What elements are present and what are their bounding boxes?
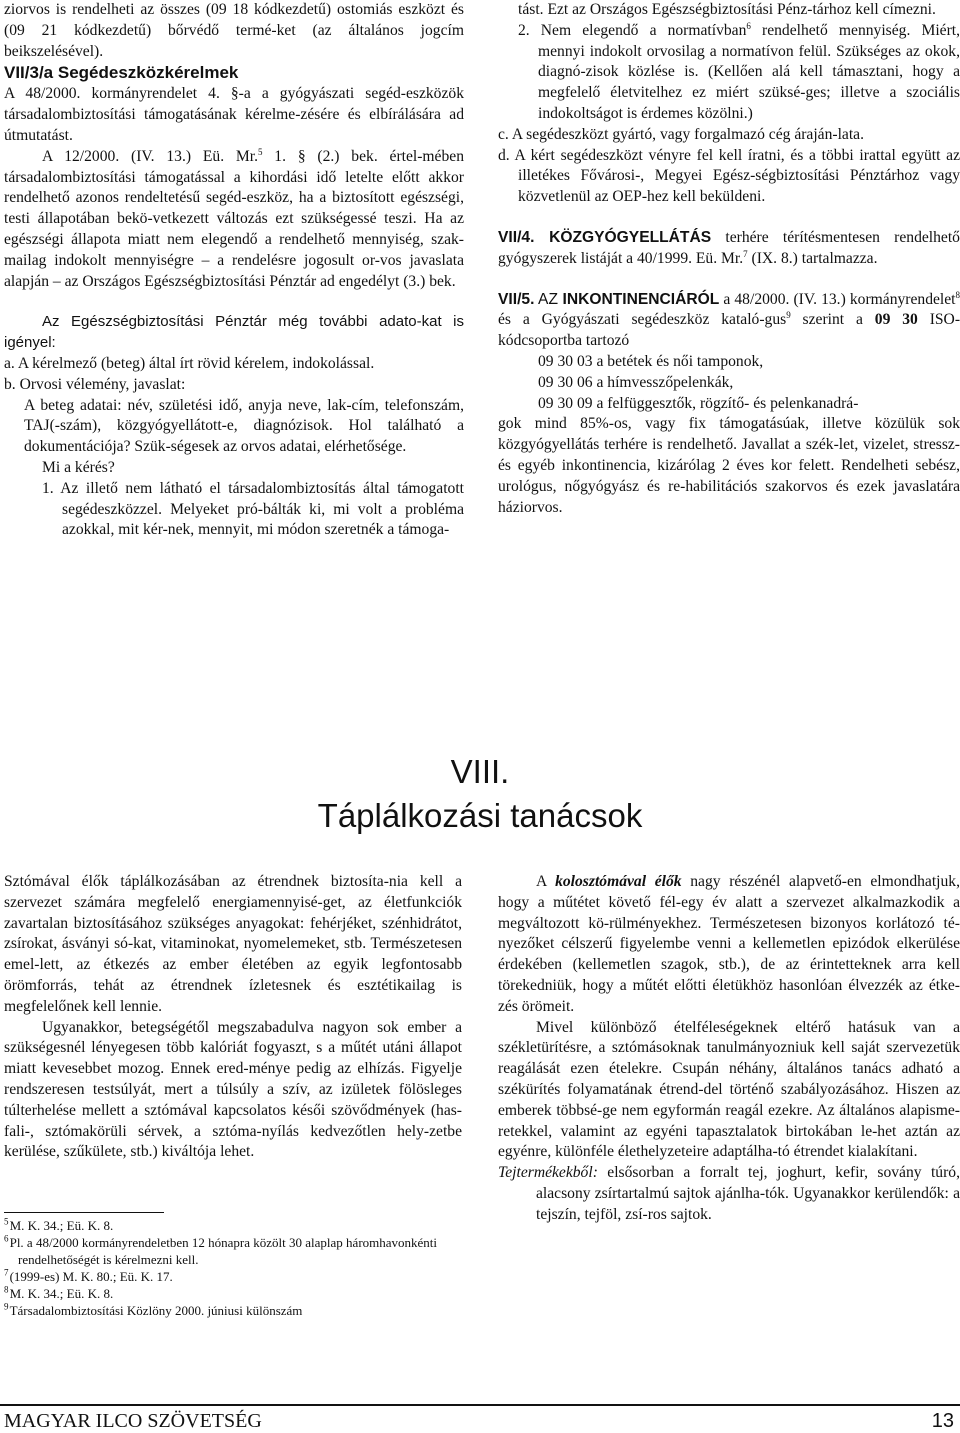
- footnote-rule: [4, 1212, 164, 1213]
- text-fragment: A 12/2000. (IV. 13.) Eü. Mr.: [42, 147, 258, 165]
- footnote-9: [4, 1302, 464, 1319]
- text-fragment: elsősorban a forralt tej, joghurt, kefir, sovány túró, alacsony zsírtartalmú sajtok ajánlha-tók. Ugyanakkor kerülendők: a tejszín, tejföl, zsí-ros sajtok.: [536, 1164, 960, 1223]
- text-fragment: nagy részénél alapvető-en elmondhatjuk, hogy a műtétet követő fél-egy év alatt a szervezet alkalmazkodik a megváltozott kö-rülményekhez. Természetesen bizonyos korlátozó té-nyezőket célszerű figyelembe venni a kellemetlen epizódok elkerülése érdekében (kellemetlen szagok, stb.), de az érintetteknek arra kell törekedniük, hogy a műtét előtti életükhöz hasonlóan élvezzék az étke-zés örömeit.: [498, 873, 960, 1015]
- chapter-number: VIII.: [450, 753, 510, 790]
- paragraph-dairy: [498, 1163, 960, 1225]
- footnote-7: [4, 1268, 464, 1285]
- list-item-b-text: A beteg adatai: név, születési idő, anyja neve, lak-cím, telefonszám, TAJ(-szám), közgyógyellátott-e, diagnózisok. Hol található a dokumentációja? Szük-ségesek az orvos adatai, elérhetősége.: [24, 396, 464, 456]
- paragraph-pénztár: Az Egészségbiztosítási Pénztár még további adato-kat is igényel:: [4, 313, 464, 352]
- list-item-b-question: Mi a kérés?: [42, 458, 115, 476]
- list-item-c: c. A segédeszközt gyártó, vagy forgalmazó cég áraján-lata.: [498, 125, 865, 143]
- section-heading-vii4: VII/4. KÖZGYÓGYELLÁTÁS: [498, 228, 712, 246]
- code-item-3: 09 30 09 a felfüggesztők, rögzítő- és pelenkanadrá-: [538, 394, 859, 412]
- continuation-paragraph: tást. Ezt az Országos Egészségbiztosítási Pénz-tárhoz kell címezni.: [518, 1, 936, 18]
- section-heading-vii5: VII/5.: [498, 290, 535, 308]
- text-fragment: ISO-kódcsoportba tartozó: [498, 311, 960, 350]
- code-item-2: 09 30 06 a hímvesszőpelenkák,: [538, 373, 734, 391]
- text-fragment: AZ: [534, 290, 563, 308]
- footnote-text: (1999-es) M. K. 80.; Eü. K. 17.: [9, 1269, 173, 1284]
- top-right-column: [498, 0, 960, 518]
- footnotes: [4, 1212, 464, 1319]
- paragraph-weight: Ugyanakkor, betegségétől megszabadulva nagyon sok ember a szükségesnél lényegesen több kalóriát fogyaszt, s a műtét utáni állapot miatt kevesebbet mozog. Ennek ered-ménye pedig az elhízás. Figyelje rendszeresen testsúlyát, mert a túlsúly a szív, az izületek fölösleges túlterhelése mellett a sztómával kapcsolatos késői szövődmények (has-fali-, sztómakörüli sérvek, a sztóma-nyílás kedvezőtlen hely-zetbe kerülése, szűkülete, stb.) kiváltója lehet.: [4, 1018, 462, 1161]
- list-item-b: b. Orvosi vélemény, javaslat:: [4, 375, 186, 393]
- intro-paragraph: ziorvos is rendelheti az összes (09 18 kódkezdetű) ostomiás eszközt és (09 21 kódkezdetű) bőrvédő termé-ket (az általános jogcím beikszelésével).: [4, 1, 464, 60]
- footnote-ref: 5: [258, 146, 263, 157]
- footnote-ref: 8: [955, 289, 960, 300]
- text-fragment: rendelhető mennyiség. Miért, mennyi indokolt orvosilag a normatívon felül. Szükséges az okok, diagnó-zisok közlése is. (Kellően alá kell támasztani, hogy a megfelelő életvitelhez ez miért szüksé-ges; illetve a szociális indokoltságot is érdemes közölni.): [538, 21, 960, 122]
- section-heading-vii3a: VII/3/a Segédeszközkérelmek: [4, 63, 239, 83]
- iso-code: 09 30: [874, 311, 918, 329]
- footnote-number: 6: [4, 1233, 9, 1244]
- bottom-left-column: [4, 872, 462, 1163]
- paragraph-vii5-rest: gok mind 85%-os, vagy fix támogatásúak, illetve közülük sok közgyógyellátás terhére is rendelhető. Javallat a szék-let, vizelet, stressz- és egyéb inkontinencia, kizárólag 2 éves kor felett. Rendelheti sebész, urológus, nőgyógyász és re-habilitációs szakorvos és ezek javaslatára háziorvos.: [498, 415, 960, 516]
- footnote-ref: 6: [746, 20, 751, 31]
- list-item-a: a. A kérelmező (beteg) által írt rövid kérelem, indokolással.: [4, 354, 375, 372]
- top-left-column: [4, 0, 464, 541]
- text-fragment: és a Gyógyászati segédeszköz kataló-gus: [498, 311, 787, 329]
- paragraph-kormanyrendelet: A 48/2000. kormányrendelet 4. §-a a gyógyászati segéd-eszközök társadalombiztosítási támogatásának kérelme-zésére és elbírálására ad útmutatást.: [4, 85, 464, 144]
- text-fragment: szerint a: [790, 311, 875, 329]
- code-item-1: 09 30 03 a betétek és női tamponok,: [538, 352, 764, 370]
- paragraph-food-effects: Mivel különböző ételféleségeknek eltérő hatásuk van a székletürítésre, a sztómásoknak tanulmányozniuk kell saját szervezetük reagálását ezen ételekre. Csupán néhány, általános tanács adható a székürítés folyamatának étrend-del történő szabályozásához. Hiszen az emberek többsé-ge nem egyformán reagál ezekre. Az általános alapisme-retekkel, valamint az egyéni tapasztalatok birtokában le-het aztán az egyénre, különféle élethelyzeteire adaptálha-tó étrendet kialakítani.: [498, 1018, 960, 1161]
- text-fragment: a 48/2000. (IV. 13.) kormányrendelet: [719, 290, 956, 308]
- footnote-text: M. K. 34.; Eü. K. 8.: [9, 1286, 114, 1301]
- footnote-number: 8: [4, 1284, 9, 1295]
- paragraph-kolosztoma: [498, 872, 960, 1018]
- footnote-5: [4, 1217, 464, 1234]
- footnote-ref: 7: [743, 248, 748, 259]
- section-heading-inkontinencia: INKONTINENCIÁRÓL: [562, 290, 720, 308]
- footnote-6: [4, 1234, 464, 1268]
- text-fragment: terhére térítésmentesen rendelhető gyógyszerek listáját a 40/1999. Eü. Mr.: [498, 228, 960, 267]
- bottom-right-column: [498, 872, 960, 1226]
- text-fragment: 2. Nem elegendő a normatívban: [518, 21, 747, 39]
- list-item-b-1: 1. Az illető nem látható el társadalombiztosítás által támogatott segédeszközzel. Melyeket pró-bálták ki, mi volt a probléma azokkal, mit kér-nek, mennyit, mi módon szeretnék a támoga-: [42, 479, 464, 539]
- spacer: [498, 270, 960, 290]
- list-item-d: d. A kért segédeszközt vényre fel kell íratni, és a többi irattal együtt az illetékes Fővárosi-, Megyei Egész-ségbiztosítási Pénztárhoz vagy közvetlenül az OEP-hez kell beküldeni.: [498, 146, 960, 206]
- footer-rule: [0, 1404, 960, 1406]
- list-item-2: [498, 21, 960, 125]
- paragraph-vii4: [498, 228, 960, 270]
- emphasis: kolosztómával élők: [555, 873, 682, 890]
- paragraph-vii5: [498, 290, 960, 352]
- page-number: 13: [931, 1410, 954, 1432]
- footnote-ref: 9: [786, 310, 791, 321]
- footnote-number: 9: [4, 1301, 9, 1312]
- footnote-text: Társadalombiztosítási Közlöny 2000. júniusi különszám: [9, 1303, 303, 1318]
- footnote-number: 7: [4, 1267, 9, 1278]
- text-fragment: (IX. 8.) tartalmazza.: [747, 249, 878, 267]
- footnote-text: Pl. a 48/2000 kormányrendeletben 12 hónapra közölt 30 alaplap háromhavonkénti rendelhetőségét is kérelmezni kell.: [9, 1235, 438, 1267]
- chapter-title: Táplálkozási tanácsok: [317, 797, 643, 834]
- emphasis: Tejtermékekből:: [498, 1164, 598, 1182]
- text-fragment: 1. § (2.) bek. értel-mében társadalombiztosítási támogatással a kihordási idő letelte előtt akkor rendelhető azonos rendeltetésű segéd-eszköz, ha a biztosított egészségi, testi állapotában bekö-vetkezett változás ezt szükségessé teszi. Ha az egészségi állapota miatt nem elegendő a rendelhető mennyiség, szak-mailag indokolt mennyiségre – a rendelésre jogosult or-vos javaslata alapján – az Országos Egészségbiztosítási Pénztár ad engedélyt (3.) bek.: [4, 147, 464, 290]
- footnote-text: M. K. 34.; Eü. K. 8.: [9, 1218, 114, 1233]
- spacer: [498, 208, 960, 228]
- spacer: [4, 292, 464, 312]
- text-fragment: A: [536, 873, 556, 890]
- footnote-8: [4, 1285, 464, 1302]
- publisher-name: MAGYAR ILCO SZÖVETSÉG: [4, 1410, 262, 1432]
- footnote-number: 5: [4, 1216, 9, 1227]
- paragraph-nutrition-intro: Sztómával élők táplálkozásában az étrendnek biztosíta-nia kell a szervezet számára megfelelő energiamennyisé-get, az életfunkciók zavartalan biztosításához szükséges anyagokat: fehérjéket, szénhidrátot, zsírokat, ásványi só-kat, vitaminokat, nyomelemeket, stb. Természetesen emel-lett, az étkezés az ember életében az egyik legfontosabb örömforrás, tehát az étrendnek ízletesnek és esztétikailag is megfelelőnek kell lennie.: [4, 873, 462, 1015]
- page-footer: [0, 1404, 960, 1433]
- paragraph-eu-mr: [4, 147, 464, 293]
